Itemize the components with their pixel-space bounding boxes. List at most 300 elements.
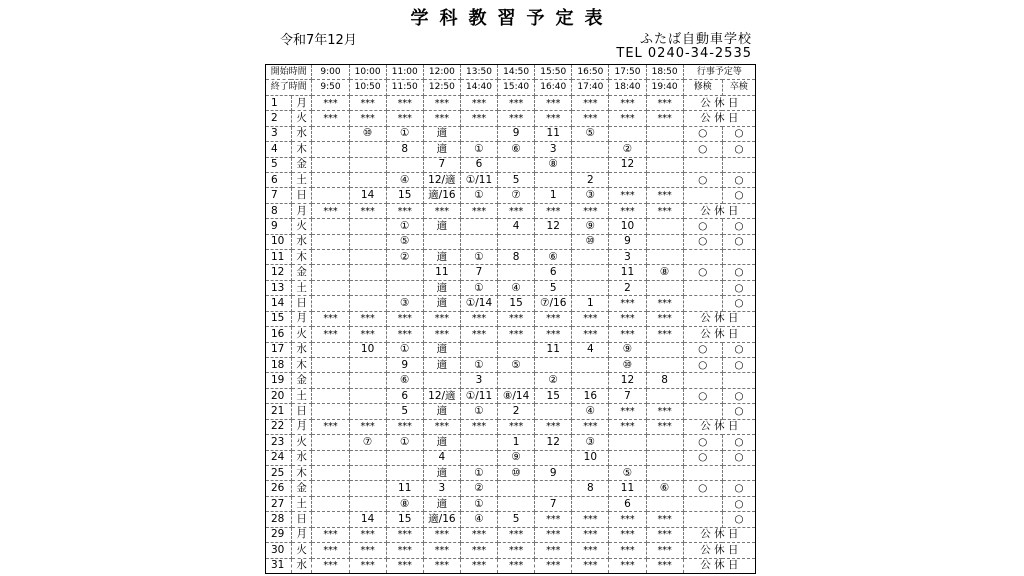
graduation-check-cell	[722, 465, 755, 480]
lesson-cell	[460, 450, 497, 465]
weekday: 火	[291, 327, 312, 342]
graduation-check-cell: ○	[722, 404, 755, 419]
lesson-cell: 7	[423, 157, 460, 172]
weekday: 月	[291, 311, 312, 326]
lesson-cell: ***	[386, 543, 423, 558]
lesson-cell: ***	[349, 558, 386, 574]
lesson-cell	[498, 265, 535, 280]
day-row	[266, 142, 756, 157]
lesson-cell	[572, 157, 609, 172]
lesson-cell: ⑥	[646, 481, 683, 496]
lesson-cell: ***	[498, 327, 535, 342]
day-row	[266, 512, 756, 527]
lesson-cell	[646, 465, 683, 480]
lesson-cell: ⑥	[498, 142, 535, 157]
start-time-cell: 13:50	[460, 65, 497, 80]
lesson-cell: 1	[498, 435, 535, 450]
lesson-cell: ***	[572, 512, 609, 527]
lesson-cell	[312, 296, 349, 311]
lesson-cell: ***	[609, 419, 646, 434]
graduation-check-cell: ○	[722, 126, 755, 141]
lesson-cell: ⑤	[572, 126, 609, 141]
lesson-cell: ***	[386, 311, 423, 326]
lesson-cell	[349, 358, 386, 373]
lesson-cell: 適	[423, 126, 460, 141]
lesson-cell: ***	[535, 327, 572, 342]
day-row	[266, 388, 756, 403]
lesson-cell: 6	[386, 388, 423, 403]
repair-check-cell	[683, 404, 722, 419]
lesson-cell	[572, 373, 609, 388]
lesson-cell: 5	[386, 404, 423, 419]
lesson-cell: ***	[460, 111, 497, 126]
lesson-cell: 3	[460, 373, 497, 388]
lesson-cell: ①	[386, 342, 423, 357]
day-number: 22	[266, 419, 292, 434]
repair-check-cell	[683, 250, 722, 265]
lesson-cell: ***	[498, 111, 535, 126]
day-row	[266, 496, 756, 511]
day-number: 5	[266, 157, 292, 172]
lesson-cell: ④	[572, 404, 609, 419]
end-time-cell: 12:50	[423, 80, 460, 95]
lesson-cell: 12	[609, 373, 646, 388]
start-time-cell: 15:50	[535, 65, 572, 80]
repair-check-cell	[683, 496, 722, 511]
lesson-cell: ***	[609, 543, 646, 558]
day-number: 9	[266, 219, 292, 234]
weekday: 水	[291, 450, 312, 465]
lesson-cell: ***	[423, 543, 460, 558]
graduation-check-cell: ○	[722, 234, 755, 249]
lesson-cell: 6	[460, 157, 497, 172]
graduation-check-cell: ○	[722, 512, 755, 527]
lesson-cell	[349, 388, 386, 403]
graduation-check-cell: ○	[722, 450, 755, 465]
lesson-cell: ①	[460, 404, 497, 419]
weekday: 金	[291, 373, 312, 388]
header-row-end	[266, 80, 756, 95]
weekday: 月	[291, 527, 312, 542]
lesson-cell: 9	[386, 358, 423, 373]
lesson-cell: ***	[423, 311, 460, 326]
lesson-cell	[312, 496, 349, 511]
lesson-cell: 5	[535, 280, 572, 295]
lesson-cell	[423, 234, 460, 249]
lesson-cell: 10	[349, 342, 386, 357]
repair-check-cell	[683, 280, 722, 295]
lesson-cell: ***	[498, 95, 535, 110]
repair-check-cell	[683, 373, 722, 388]
weekday: 土	[291, 496, 312, 511]
lesson-cell: 15	[498, 296, 535, 311]
lesson-cell	[349, 142, 386, 157]
lesson-cell: ***	[535, 543, 572, 558]
weekday: 土	[291, 280, 312, 295]
repair-check-cell: ○	[683, 388, 722, 403]
lesson-cell: ①	[386, 435, 423, 450]
day-number: 7	[266, 188, 292, 203]
end-time-cell: 18:40	[609, 80, 646, 95]
weekday: 日	[291, 512, 312, 527]
holiday-cell: 公 休 日	[683, 419, 755, 434]
lesson-cell: ***	[609, 111, 646, 126]
lesson-cell: ***	[349, 419, 386, 434]
lesson-cell: ⑤	[386, 234, 423, 249]
day-row	[266, 435, 756, 450]
lesson-cell: ***	[646, 419, 683, 434]
start-time-cell: 17:50	[609, 65, 646, 80]
lesson-cell: ***	[498, 419, 535, 434]
lesson-cell	[312, 142, 349, 157]
lesson-cell	[609, 435, 646, 450]
lesson-cell: ***	[460, 558, 497, 574]
start-time-cell: 14:50	[498, 65, 535, 80]
lesson-cell: ***	[646, 404, 683, 419]
lesson-cell: 11	[609, 481, 646, 496]
lesson-cell: ②	[460, 481, 497, 496]
lesson-cell	[535, 172, 572, 187]
lesson-cell: ⑦/16	[535, 296, 572, 311]
lesson-cell: ***	[460, 203, 497, 218]
lesson-cell	[349, 265, 386, 280]
day-number: 19	[266, 373, 292, 388]
lesson-cell: ***	[609, 558, 646, 574]
lesson-cell	[312, 219, 349, 234]
lesson-cell: ***	[609, 311, 646, 326]
day-row	[266, 342, 756, 357]
lesson-cell: ①	[460, 250, 497, 265]
lesson-cell	[460, 219, 497, 234]
lesson-cell	[498, 157, 535, 172]
day-row	[266, 311, 756, 326]
schedule-document	[262, 0, 762, 576]
lesson-cell	[646, 157, 683, 172]
lesson-cell	[349, 496, 386, 511]
weekday: 木	[291, 142, 312, 157]
lesson-cell: ③	[572, 435, 609, 450]
lesson-cell: ***	[386, 558, 423, 574]
lesson-cell: 適	[423, 435, 460, 450]
end-time-cell: 15:40	[498, 80, 535, 95]
lesson-cell	[535, 450, 572, 465]
lesson-cell	[646, 250, 683, 265]
repair-check-cell: ○	[683, 126, 722, 141]
end-time-cell: 11:50	[386, 80, 423, 95]
lesson-cell: ***	[460, 311, 497, 326]
lesson-cell: 11	[386, 481, 423, 496]
lesson-cell	[349, 465, 386, 480]
lesson-cell	[646, 496, 683, 511]
weekday: 木	[291, 250, 312, 265]
weekday: 月	[291, 419, 312, 434]
lesson-cell: ***	[498, 311, 535, 326]
repair-check-cell: ○	[683, 342, 722, 357]
lesson-cell	[312, 234, 349, 249]
day-row	[266, 481, 756, 496]
graduation-check-cell: ○	[722, 296, 755, 311]
lesson-cell: ④	[460, 512, 497, 527]
lesson-cell: 4	[498, 219, 535, 234]
lesson-cell: ***	[572, 95, 609, 110]
lesson-cell: 14	[349, 188, 386, 203]
lesson-cell: ***	[646, 111, 683, 126]
lesson-cell: ③	[572, 188, 609, 203]
day-row	[266, 95, 756, 110]
lesson-cell	[386, 450, 423, 465]
lesson-cell: ***	[312, 527, 349, 542]
lesson-cell: 8	[386, 142, 423, 157]
lesson-cell	[572, 358, 609, 373]
lesson-cell: 7	[460, 265, 497, 280]
lesson-cell: ⑦	[349, 435, 386, 450]
weekday: 日	[291, 296, 312, 311]
lesson-cell	[460, 342, 497, 357]
lesson-cell: ***	[572, 419, 609, 434]
lesson-cell: ④	[386, 172, 423, 187]
lesson-cell: ***	[535, 203, 572, 218]
end-time-cell: 10:50	[349, 80, 386, 95]
day-number: 23	[266, 435, 292, 450]
day-number: 25	[266, 465, 292, 480]
day-row	[266, 327, 756, 342]
lesson-cell: 適	[423, 250, 460, 265]
lesson-cell	[498, 496, 535, 511]
lesson-cell: 9	[609, 234, 646, 249]
end-time-cell: 19:40	[646, 80, 683, 95]
day-number: 29	[266, 527, 292, 542]
lesson-cell	[572, 250, 609, 265]
repair-check-cell	[683, 512, 722, 527]
weekday: 月	[291, 95, 312, 110]
day-number: 18	[266, 358, 292, 373]
lesson-cell: ***	[646, 188, 683, 203]
lesson-cell: ***	[646, 527, 683, 542]
lesson-cell: ***	[572, 203, 609, 218]
weekday: 火	[291, 543, 312, 558]
lesson-cell: ***	[423, 558, 460, 574]
lesson-cell: ①	[386, 219, 423, 234]
lesson-cell	[460, 234, 497, 249]
lesson-cell: 3	[535, 142, 572, 157]
lesson-cell: ⑤	[609, 465, 646, 480]
lesson-cell: ⑩	[498, 465, 535, 480]
lesson-cell: 適/16	[423, 188, 460, 203]
lesson-cell: ①	[460, 465, 497, 480]
lesson-cell: ⑦	[498, 188, 535, 203]
start-time-cell: 18:50	[646, 65, 683, 80]
lesson-cell: 6	[535, 265, 572, 280]
lesson-cell: ⑤	[498, 358, 535, 373]
lesson-cell: ***	[312, 419, 349, 434]
day-number: 20	[266, 388, 292, 403]
weekday: 火	[291, 111, 312, 126]
lesson-cell: ***	[646, 296, 683, 311]
lesson-cell: ***	[349, 327, 386, 342]
lesson-cell: ***	[312, 558, 349, 574]
holiday-cell: 公 休 日	[683, 203, 755, 218]
phone-number: TEL 0240-34-2535	[616, 46, 752, 61]
lesson-cell: 1	[535, 188, 572, 203]
repair-check-cell: ○	[683, 219, 722, 234]
lesson-cell: ***	[349, 311, 386, 326]
day-number: 31	[266, 558, 292, 574]
events-header: 行事予定等	[683, 65, 755, 80]
lesson-cell: ⑧/14	[498, 388, 535, 403]
lesson-cell: ***	[460, 95, 497, 110]
lesson-cell: 4	[572, 342, 609, 357]
lesson-cell: ***	[386, 327, 423, 342]
lesson-cell: 4	[423, 450, 460, 465]
lesson-cell	[312, 126, 349, 141]
lesson-cell	[646, 358, 683, 373]
start-time-cell: 9:00	[312, 65, 349, 80]
lesson-cell: ***	[423, 95, 460, 110]
lesson-cell: ***	[646, 311, 683, 326]
repair-check-cell: ○	[683, 234, 722, 249]
lesson-cell: 適	[423, 465, 460, 480]
lesson-cell: ***	[572, 327, 609, 342]
lesson-cell	[646, 450, 683, 465]
weekday: 火	[291, 219, 312, 234]
lesson-cell: ***	[349, 543, 386, 558]
lesson-cell: ***	[609, 95, 646, 110]
lesson-cell	[312, 157, 349, 172]
lesson-cell: 適/16	[423, 512, 460, 527]
day-number: 12	[266, 265, 292, 280]
lesson-cell	[646, 172, 683, 187]
lesson-cell: ***	[535, 558, 572, 574]
day-number: 17	[266, 342, 292, 357]
graduation-check-cell: ○	[722, 388, 755, 403]
lesson-cell: 3	[609, 250, 646, 265]
lesson-cell	[349, 296, 386, 311]
lesson-cell: ***	[312, 203, 349, 218]
lesson-cell	[609, 126, 646, 141]
day-row	[266, 358, 756, 373]
lesson-cell: ***	[460, 419, 497, 434]
lesson-cell	[312, 404, 349, 419]
day-number: 26	[266, 481, 292, 496]
lesson-cell	[312, 358, 349, 373]
lesson-cell: ***	[423, 527, 460, 542]
lesson-cell: ***	[349, 527, 386, 542]
lesson-cell	[498, 234, 535, 249]
lesson-cell: ***	[609, 296, 646, 311]
lesson-cell: 9	[535, 465, 572, 480]
lesson-cell	[312, 435, 349, 450]
day-row	[266, 126, 756, 141]
schedule-table	[265, 64, 756, 574]
lesson-cell: ***	[386, 95, 423, 110]
lesson-cell: ***	[498, 543, 535, 558]
day-row	[266, 465, 756, 480]
weekday: 水	[291, 234, 312, 249]
day-row	[266, 296, 756, 311]
lesson-cell: 15	[386, 512, 423, 527]
repair-check-cell: ○	[683, 265, 722, 280]
lesson-cell: 11	[535, 126, 572, 141]
day-row	[266, 234, 756, 249]
repair-check-cell	[683, 188, 722, 203]
lesson-cell: 適	[423, 358, 460, 373]
lesson-cell	[349, 373, 386, 388]
lesson-cell: 15	[386, 188, 423, 203]
lesson-cell: 適	[423, 296, 460, 311]
header-row-start	[266, 65, 756, 80]
weekday: 火	[291, 435, 312, 450]
repair-check-cell: ○	[683, 358, 722, 373]
lesson-cell: 10	[572, 450, 609, 465]
lesson-cell: ②	[386, 250, 423, 265]
day-row	[266, 188, 756, 203]
school-name: ふたば自動車学校	[639, 32, 752, 47]
graduation-check-cell: ○	[722, 280, 755, 295]
lesson-cell	[349, 157, 386, 172]
day-row	[266, 404, 756, 419]
repair-check-cell: ○	[683, 481, 722, 496]
lesson-cell: 12/適	[423, 388, 460, 403]
day-number: 24	[266, 450, 292, 465]
lesson-cell: 適	[423, 142, 460, 157]
lesson-cell: 適	[423, 342, 460, 357]
lesson-cell: ①/14	[460, 296, 497, 311]
lesson-cell: ***	[423, 203, 460, 218]
lesson-cell	[312, 481, 349, 496]
lesson-cell: ④	[498, 280, 535, 295]
lesson-cell: ***	[460, 543, 497, 558]
lesson-cell: 11	[609, 265, 646, 280]
lesson-cell	[349, 481, 386, 496]
lesson-cell: ⑧	[646, 265, 683, 280]
lesson-cell: ***	[460, 527, 497, 542]
day-number: 11	[266, 250, 292, 265]
day-row	[266, 111, 756, 126]
lesson-cell: ***	[646, 558, 683, 574]
lesson-cell: ***	[609, 188, 646, 203]
day-row	[266, 558, 756, 574]
lesson-cell	[312, 342, 349, 357]
lesson-cell	[498, 342, 535, 357]
lesson-cell: ***	[423, 327, 460, 342]
graduation-check-cell	[722, 157, 755, 172]
events-sub-header: 修検	[683, 80, 722, 95]
lesson-cell: ***	[572, 527, 609, 542]
day-row	[266, 373, 756, 388]
lesson-cell: ***	[609, 512, 646, 527]
lesson-cell: ***	[386, 419, 423, 434]
lesson-cell: 5	[498, 512, 535, 527]
lesson-cell: ②	[535, 373, 572, 388]
lesson-cell	[646, 435, 683, 450]
lesson-cell: ***	[535, 111, 572, 126]
lesson-cell: ***	[312, 311, 349, 326]
lesson-cell	[572, 142, 609, 157]
lesson-cell: ***	[609, 203, 646, 218]
lesson-cell: 10	[609, 219, 646, 234]
lesson-cell: 適	[423, 496, 460, 511]
lesson-cell	[312, 388, 349, 403]
lesson-cell	[386, 265, 423, 280]
start-time-cell: 11:00	[386, 65, 423, 80]
holiday-cell: 公 休 日	[683, 311, 755, 326]
repair-check-cell: ○	[683, 172, 722, 187]
lesson-cell	[535, 404, 572, 419]
graduation-check-cell	[722, 373, 755, 388]
lesson-cell: ***	[609, 527, 646, 542]
lesson-cell: ***	[386, 203, 423, 218]
lesson-cell: ***	[312, 327, 349, 342]
